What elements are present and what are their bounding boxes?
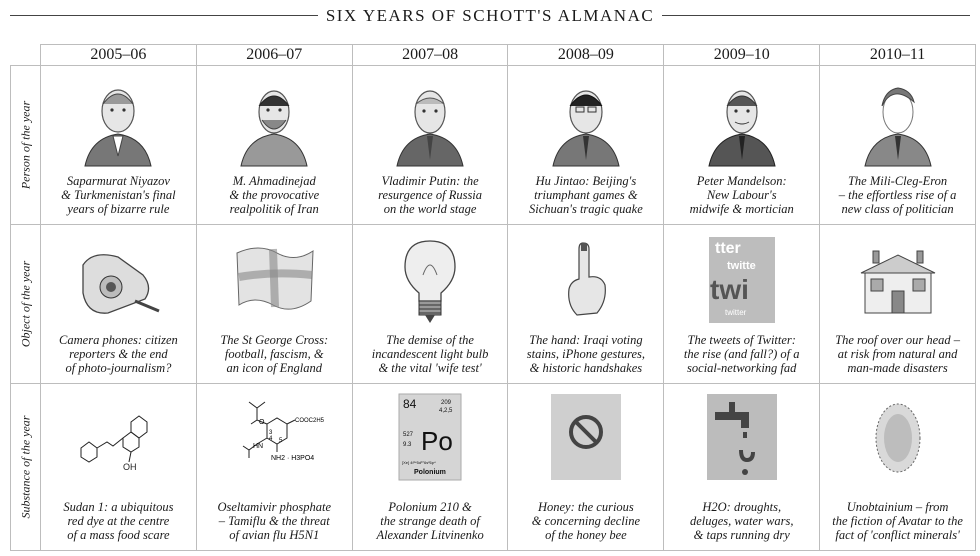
atom-label: O <box>259 419 265 426</box>
portrait-icon <box>229 76 319 166</box>
atom-label: 5 <box>279 438 283 444</box>
grid-cell <box>508 384 664 551</box>
caption: The St George Cross: football, fascism, & an icon of England <box>220 333 329 375</box>
mineral-icon <box>853 394 943 484</box>
grid-cell <box>664 66 820 225</box>
grid-cell <box>664 384 820 551</box>
grid-cell <box>196 384 352 551</box>
year-header: 2008–09 <box>508 45 664 66</box>
twitter-text: twitte <box>726 260 756 272</box>
caption: Honey: the curious & concerning decline of the honey bee <box>531 500 641 542</box>
grid-cell <box>352 66 508 225</box>
grid-cell <box>820 66 976 225</box>
caption: Unobtainium – from the fiction of Avatar to the fact of 'conflict minerals' <box>832 500 963 542</box>
row-label: Person of the year <box>18 100 32 190</box>
hand-icon <box>541 235 631 325</box>
atom-label: 4 <box>269 436 273 442</box>
house-icon <box>853 235 943 325</box>
grid-cell <box>196 225 352 384</box>
grid-cell <box>820 384 976 551</box>
element-text: [Xe] 4f¹⁴5d¹⁰6s²6p⁴ <box>402 460 436 465</box>
year-header: 2009–10 <box>664 45 820 66</box>
grid-cell <box>41 66 197 225</box>
twitter-text: tter <box>714 240 741 257</box>
atom-label: COOC2H5 <box>295 418 325 424</box>
grid-cell <box>664 225 820 384</box>
caption: H2O: droughts, deluges, water wars, & taps running dry <box>689 500 794 542</box>
grid-cell <box>41 384 197 551</box>
molecule-icon <box>73 394 163 484</box>
row-label: Substance of the year <box>18 415 32 519</box>
caption: Hu Jintao: Beijing's triumphant games & Sichuan's tragic quake <box>529 174 643 216</box>
grid-cell <box>508 66 664 225</box>
twitter-text: twitter <box>724 308 747 317</box>
caption: Sudan 1: a ubiquitous red dye at the centre of a mass food scare <box>63 500 174 542</box>
caption: Polonium 210 & the strange death of Alexander Litvinenko <box>376 500 484 542</box>
light-bulb-icon <box>385 235 475 325</box>
twitter-icon <box>697 235 787 325</box>
atom-label: HN <box>253 443 264 450</box>
substance-row <box>11 384 976 551</box>
grid-cell <box>196 66 352 225</box>
flag-icon <box>229 235 319 325</box>
element-text: 84 <box>403 397 417 411</box>
year-header: 2006–07 <box>196 45 352 66</box>
page-title: SIX YEARS OF SCHOTT'S ALMANAC <box>318 6 662 25</box>
portrait-icon <box>73 76 163 166</box>
caption: The demise of the incandescent light bulb & the vital 'wife test' <box>371 333 489 375</box>
camera-phone-icon <box>73 235 163 325</box>
caption: Oseltamivir phosphate – Tamiflu & the threat of avian flu H5N1 <box>217 500 332 542</box>
periodic-element-icon <box>385 394 475 484</box>
object-row <box>11 225 976 384</box>
atom-label: 3 <box>269 430 273 436</box>
grid-cell <box>352 384 508 551</box>
person-row <box>11 66 976 225</box>
year-header: 2010–11 <box>820 45 976 66</box>
caption: Peter Mandelson: New Labour's midwife & mortician <box>689 174 794 216</box>
element-text: 4,2,5 <box>439 408 453 414</box>
atom-label: NH2 · H3PO4 <box>271 455 315 462</box>
portrait-icon <box>541 76 631 166</box>
element-text: Po <box>421 426 453 456</box>
element-text: Polonium <box>414 469 446 476</box>
caption: Vladimir Putin: the resurgence of Russia on the world stage <box>378 174 483 216</box>
caption: The hand: Iraqi voting stains, iPhone gestures, & historic handshakes <box>526 333 646 375</box>
year-header: 2005–06 <box>41 45 197 66</box>
element-text: 527 <box>403 432 414 438</box>
tap-icon <box>697 394 787 484</box>
element-text: 209 <box>441 400 452 406</box>
caption: The Mili-Cleg-Eron – the effortless rise of a new class of politician <box>838 174 957 216</box>
portrait-icon <box>697 76 787 166</box>
grid-cell <box>41 225 197 384</box>
grid-cell <box>508 225 664 384</box>
atom-label: OH <box>123 462 137 472</box>
caption: Camera phones: citizen reporters & the end of photo-journalism? <box>59 333 178 375</box>
row-label: Object of the year <box>18 260 32 348</box>
grid-cell <box>820 225 976 384</box>
caption: The tweets of Twitter: the rise (and fall?) of a social-networking fad <box>683 333 800 375</box>
caption: M. Ahmadinejad & the provocative realpolitik of Iran <box>229 174 320 216</box>
element-text: 9.3 <box>403 442 412 448</box>
grid-cell <box>352 225 508 384</box>
almanac-grid <box>10 44 976 551</box>
caption: The roof over our head – at risk from natural and man-made disasters <box>835 333 960 375</box>
year-header: 2007–08 <box>352 45 508 66</box>
twitter-text: twi <box>709 274 749 305</box>
caption: Saparmurat Niyazov & Turkmenistan's final years of bizarre rule <box>61 174 176 216</box>
portrait-icon <box>853 76 943 166</box>
portrait-icon <box>385 76 475 166</box>
title-bar <box>0 4 980 26</box>
molecule-icon <box>229 394 325 484</box>
year-header-row <box>11 45 976 66</box>
prohibited-honeycomb-icon <box>541 394 631 484</box>
